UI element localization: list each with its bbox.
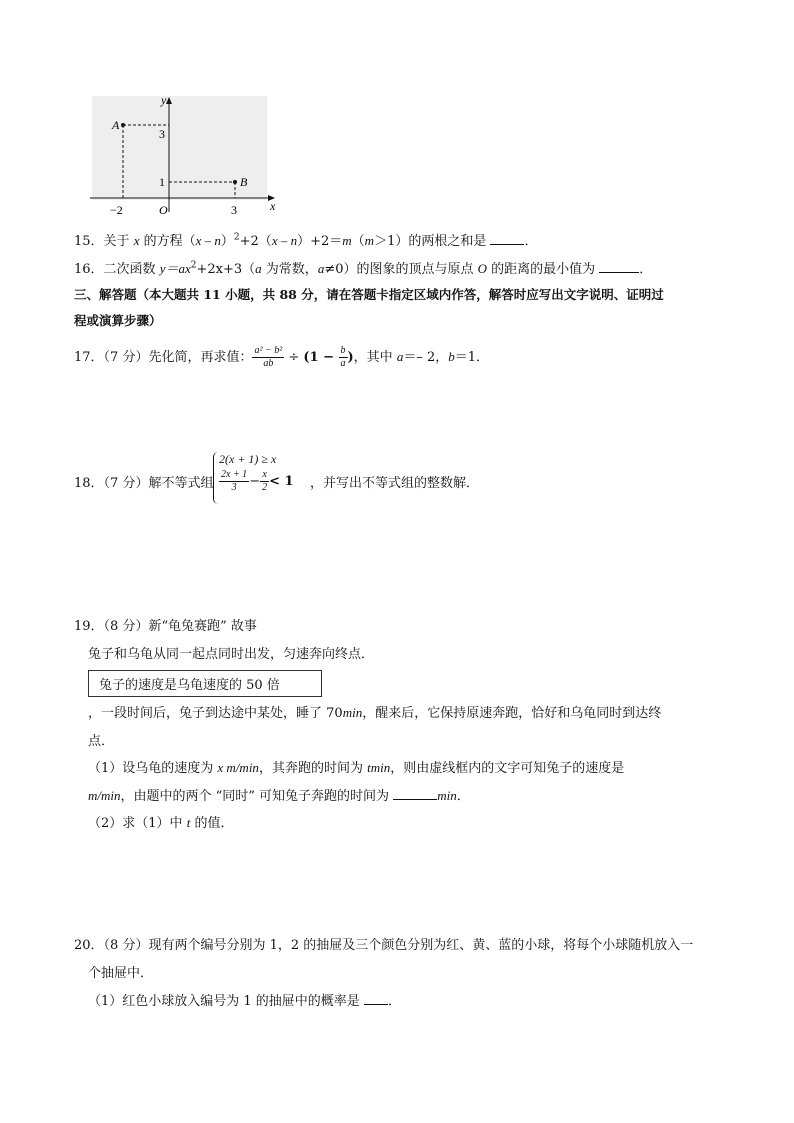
point-b: [233, 180, 237, 184]
q19-p2t: t: [186, 815, 191, 830]
section-3-heading-line1: 三、解答题（本大题共 11 小题，共 88 分，请在答题卡指定区域内作答，解答时应写出文字说明、证明过: [74, 287, 664, 302]
q18-brace: [213, 452, 218, 504]
question-15: [74, 230, 537, 249]
q15-eq1: x – n: [195, 233, 221, 248]
question-16: [74, 258, 652, 277]
q19-boxed-text: 兔子的速度是乌龟速度的 50 倍: [88, 670, 322, 697]
section-3-heading-line2: 程或演算步骤）: [74, 313, 162, 328]
q18-minus: −: [249, 474, 261, 489]
q19-line3: 点．: [88, 734, 115, 749]
q17-frac2-num: b: [340, 345, 346, 356]
q16-var-a2: a: [317, 261, 325, 276]
q18-frac2-den: 2: [262, 482, 268, 493]
q16-rest: +2x+3（: [196, 262, 256, 277]
x-axis-label: x: [270, 199, 276, 213]
q16-answer-blank[interactable]: [599, 260, 639, 273]
q15-mid2: +2（: [239, 234, 272, 249]
q18-ineq2: [219, 469, 294, 494]
q19-p1min: min: [437, 788, 457, 803]
q16-var-x: x: [184, 261, 191, 276]
q15-answer-blank[interactable]: [490, 232, 524, 245]
tick-3-x: 3: [231, 203, 237, 217]
q19-p1c: ，则由虚线框内的文字可知兔子的速度是: [390, 761, 625, 776]
q19-part2: [88, 812, 233, 831]
q15-var-x: x: [133, 233, 140, 248]
q17-prefix: 17．（7 分）先化简，再求值：: [74, 350, 253, 365]
q20-line2: 个抽屉中．: [88, 966, 154, 981]
q17-paren-close: ): [347, 350, 354, 365]
q19-line2b: ，醒来后，它保持原速奔跑，恰好和乌龟同时到达终: [362, 706, 662, 721]
q16-end: ．: [639, 262, 653, 277]
q18-ineq1: 2(x + 1) ≥ x: [219, 452, 277, 466]
origin-label: O: [159, 203, 168, 217]
q19-p1b: ，其奔跑的时间为: [258, 761, 368, 776]
q16-prefix: 16．二次函数: [74, 262, 160, 277]
q18-frac1-num: 2x + 1: [221, 469, 248, 480]
point-b-label: B: [240, 175, 248, 189]
q19-line2: [88, 702, 661, 721]
tick-1-y: 1: [159, 175, 165, 189]
q18-frac1-den: 3: [231, 482, 237, 493]
question-18-prefix: 18．（7 分）解不等式组: [74, 476, 214, 491]
q17-var-b: b: [448, 349, 455, 364]
q19-answer-blank[interactable]: [393, 787, 437, 800]
q17-suffix: ，其中: [353, 350, 397, 365]
q16-var-a: a: [255, 261, 262, 276]
q16-mid: 为常数，: [261, 262, 318, 277]
q19-p2a: （2）求（1）中: [88, 816, 187, 831]
q19-p1x: x m/min: [217, 760, 259, 775]
q19-line1: 兔子和乌龟从同一起点同时出发，匀速奔向终点．: [88, 647, 375, 662]
q20-p1end: ．: [387, 994, 401, 1009]
q15-cond-open: （: [351, 234, 365, 249]
q17-frac2-den: a: [340, 358, 346, 369]
tick-3-y: 3: [159, 127, 165, 141]
q18-lt1: < 1: [269, 474, 294, 489]
q17-paren-open: (1 −: [303, 350, 339, 365]
q15-var-m2: m: [364, 233, 375, 248]
q19-part1-line1: [88, 757, 624, 776]
q18-ineq2-frac1: [219, 469, 249, 494]
q16-sup: 2: [190, 260, 197, 271]
q16-neq: ≠0）的图象的顶点与原点: [324, 262, 478, 277]
q17-divide: ÷: [284, 350, 304, 365]
q19-p1end: ．: [456, 789, 470, 804]
q15-sup: 2: [233, 232, 240, 243]
q15-close1: ）: [220, 234, 234, 249]
q20-p1: （1）红色小球放入编号为 1 的抽屉中的概率是: [88, 994, 364, 1009]
q15-eq2: x – n: [271, 233, 298, 248]
q15-prefix: 15．关于: [74, 234, 134, 249]
q15-mid: 的方程（: [139, 234, 196, 249]
q18-suffix: ，并写出不等式组的整数解．: [310, 476, 480, 491]
q19-p1a: （1）设乌龟的速度为: [88, 761, 218, 776]
q15-cond-close: ＞1）的两根之和是: [374, 234, 491, 249]
coordinate-graph: [85, 90, 285, 220]
q18-frac2-num: x: [260, 469, 269, 482]
q17-frac1-num: a² − b²: [254, 345, 283, 356]
q15-var-m: m: [342, 233, 352, 248]
q16-var-y: y: [159, 261, 166, 276]
q15-end: ．: [524, 234, 538, 249]
q19-part1-line2: [88, 785, 470, 804]
point-a-label: A: [112, 118, 120, 132]
q17-frac1-den: ab: [263, 358, 274, 369]
q17-var-a: a: [396, 349, 404, 364]
q20-part1: [88, 990, 401, 1009]
question-20-line1: 20．（8 分）现有两个编号分别为 1，2 的抽屉及三个颜色分别为红、黄、蓝的小球，将每个小球随机放入一: [74, 938, 694, 953]
q18-ineq2-frac2: [260, 469, 269, 494]
q19-p1t: tmin: [367, 760, 391, 775]
q17-a-value: ＝– 2，: [403, 350, 449, 365]
q19-line2a: ，一段时间后，兔子到达途中某处，睡了 70: [88, 706, 343, 721]
q17-fraction-1: [252, 345, 284, 370]
tick-neg2-x: −2: [110, 203, 123, 217]
q19-p1d: m/min: [88, 788, 121, 803]
question-17: [74, 340, 489, 375]
q19-p1e: ，由题中的两个 “同时” 可知兔子奔跑的时间为: [120, 789, 394, 804]
q16-var-o: O: [477, 261, 487, 276]
question-19-title: 19．（8 分）新“龟兔赛跑” 故事: [74, 619, 257, 634]
q19-min1: min: [342, 705, 363, 720]
q19-p2b: 的值．: [190, 816, 234, 831]
q16-eq-a: ＝a: [165, 261, 185, 276]
point-a: [121, 123, 125, 127]
y-axis-label: y: [161, 93, 167, 107]
q15-mid3: ）+2＝: [297, 234, 343, 249]
q20-answer-blank[interactable]: [364, 992, 388, 1005]
q16-tail: 的距离的最小值为: [487, 262, 600, 277]
q17-b-value: ＝1．: [454, 350, 489, 365]
q17-fraction-2: [339, 345, 348, 370]
